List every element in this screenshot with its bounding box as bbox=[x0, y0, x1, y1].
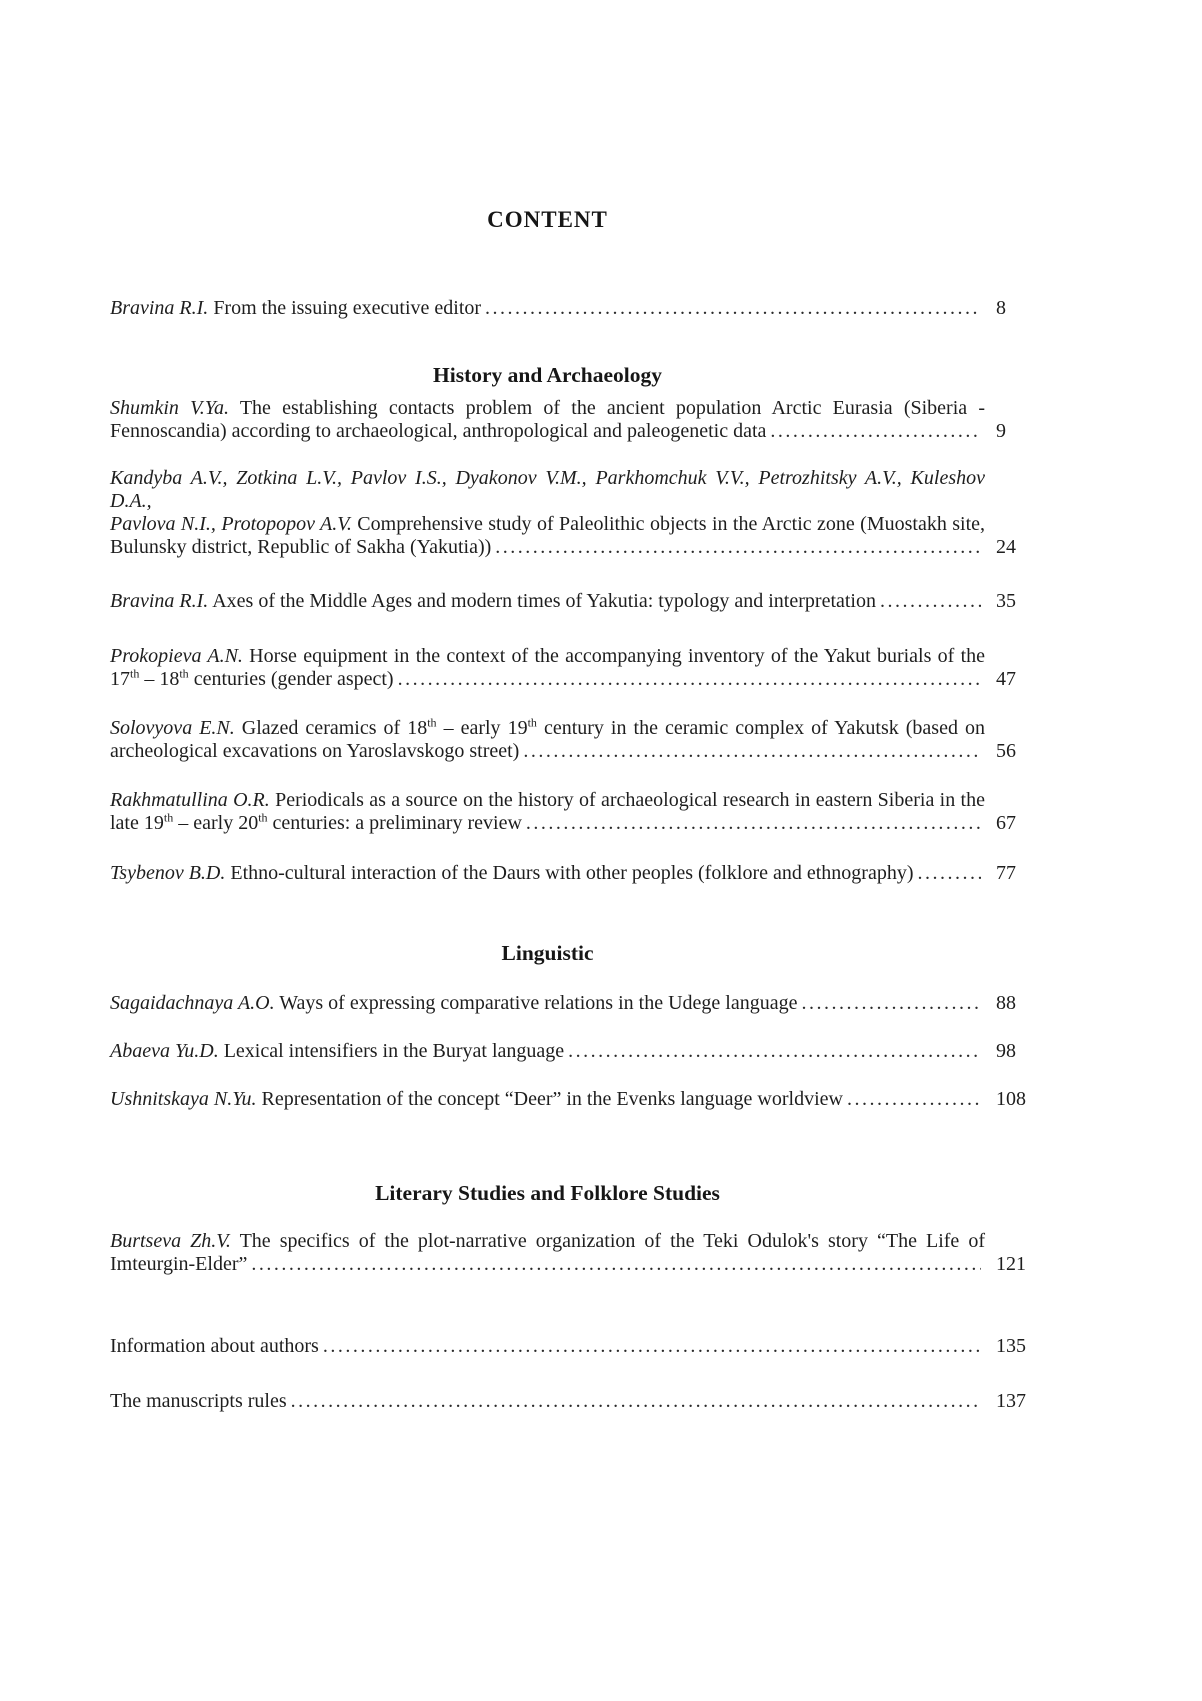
toc-entry-text bbox=[110, 668, 394, 691]
dot-leader bbox=[398, 668, 981, 691]
toc-entry-line bbox=[110, 717, 985, 740]
dot-leader bbox=[523, 740, 981, 763]
entry-author: Sagaidachnaya A.O. bbox=[110, 992, 275, 1014]
toc-entry bbox=[110, 992, 1030, 1015]
toc-entry-text bbox=[110, 1040, 564, 1063]
page-number: 67 bbox=[996, 812, 1016, 834]
toc-entry-text bbox=[110, 536, 491, 559]
dot-leader bbox=[526, 812, 981, 835]
entry-text: Bulunsky district, Republic of Sakha (Yakutia)) bbox=[110, 536, 492, 558]
page-number: 35 bbox=[996, 590, 1016, 612]
page-number: 8 bbox=[996, 297, 1006, 319]
toc-entry-line bbox=[110, 740, 1030, 763]
page-number: 9 bbox=[996, 420, 1006, 442]
toc-entry-line bbox=[110, 297, 1030, 320]
toc-entry bbox=[110, 590, 1030, 613]
toc-entry-line bbox=[110, 862, 1030, 885]
page-number: 47 bbox=[996, 668, 1016, 690]
entry-author: Bravina R.I. bbox=[110, 590, 209, 612]
dot-leader bbox=[770, 420, 981, 443]
entry-author: Bravina R.I. bbox=[110, 297, 209, 319]
page-number: 108 bbox=[996, 1088, 1026, 1110]
entry-author: Burtseva Zh.V. bbox=[110, 1230, 231, 1252]
page-number: 135 bbox=[996, 1335, 1026, 1357]
entry-text: Axes of the Middle Ages and modern times of Yakutia: typology and interpretation bbox=[208, 590, 876, 612]
toc-entry-line bbox=[110, 467, 985, 513]
entry-author: Ushnitskaya N.Yu. bbox=[110, 1088, 257, 1110]
dot-leader bbox=[495, 536, 981, 559]
toc bbox=[110, 205, 1030, 1413]
entry-author: Prokopieva A.N. bbox=[110, 645, 243, 667]
entry-text: centuries (gender aspect) bbox=[188, 668, 394, 690]
entry-superscript: th bbox=[163, 810, 174, 825]
toc-entry-text bbox=[110, 1390, 287, 1413]
toc-entry-line bbox=[110, 1253, 1030, 1276]
toc-entry-line bbox=[110, 1088, 1030, 1111]
toc-entry-text bbox=[110, 420, 766, 443]
entry-text: 17 bbox=[110, 668, 130, 690]
toc-entry-line bbox=[110, 513, 985, 536]
dot-leader bbox=[251, 1253, 981, 1276]
toc-entry-line bbox=[110, 536, 1030, 559]
toc-entry-line bbox=[110, 590, 1030, 613]
page-number: 121 bbox=[996, 1253, 1026, 1275]
entry-author: Shumkin V.Ya. bbox=[110, 397, 229, 419]
entry-text: archeological excavations on Yaroslavskogo street) bbox=[110, 740, 520, 762]
entry-text: – early 20 bbox=[173, 812, 259, 834]
entry-text: The manuscripts rules bbox=[110, 1390, 287, 1412]
page-number: 56 bbox=[996, 740, 1016, 762]
toc-entry bbox=[110, 397, 1030, 443]
entry-superscript: th bbox=[130, 666, 140, 681]
section-heading: History and Archaeology bbox=[433, 363, 662, 387]
dot-leader bbox=[801, 992, 981, 1015]
toc-entry bbox=[110, 645, 1030, 691]
dot-leader bbox=[323, 1335, 981, 1358]
entry-author: Solovyova E.N. bbox=[110, 717, 235, 739]
entry-text: From the issuing executive editor bbox=[208, 297, 482, 319]
entry-text: – 18 bbox=[139, 668, 180, 690]
entry-text: century in the ceramic complex of Yakutsk (based on bbox=[536, 717, 985, 739]
entry-author: Tsybenov B.D. bbox=[110, 862, 226, 884]
toc-entry bbox=[110, 1335, 1030, 1358]
toc-entry bbox=[110, 467, 1030, 559]
toc-entry-line bbox=[110, 812, 1030, 835]
dot-leader bbox=[847, 1088, 981, 1111]
toc-entry-line bbox=[110, 420, 1030, 443]
dot-leader bbox=[291, 1390, 981, 1413]
toc-entry bbox=[110, 1088, 1030, 1111]
toc-entry-text bbox=[110, 1088, 843, 1111]
entry-text: Comprehensive study of Paleolithic objects in the Arctic zone (Muostakh site, bbox=[351, 513, 985, 535]
entry-author: Abaeva Yu.D. bbox=[110, 1040, 219, 1062]
section-heading: Linguistic bbox=[501, 941, 594, 965]
entry-text: Lexical intensifiers in the Buryat language bbox=[218, 1040, 565, 1062]
entry-superscript: th bbox=[258, 810, 268, 825]
entry-superscript: th bbox=[427, 715, 437, 730]
toc-entry-line bbox=[110, 1230, 985, 1253]
toc-entry-text bbox=[110, 590, 876, 613]
toc-entry-text bbox=[110, 812, 522, 835]
toc-entry-line bbox=[110, 668, 1030, 691]
toc-entry-text bbox=[110, 740, 519, 763]
entry-author: Kandyba A.V., Zotkina L.V., Pavlov I.S., Dyakonov V.M., Parkhomchuk V.V., Petrozhitsky A.V., Kuleshov D.A., bbox=[110, 467, 985, 512]
entry-text: The specifics of the plot-narrative organization of the Teki Odulok's story “The Life of bbox=[230, 1230, 985, 1252]
toc-entry-line bbox=[110, 1040, 1030, 1063]
entry-superscript: th bbox=[527, 715, 537, 730]
dot-leader bbox=[880, 590, 981, 613]
toc-entry-line bbox=[110, 992, 1030, 1015]
toc-entry-line bbox=[110, 1390, 1030, 1413]
entry-text: The establishing contacts problem of the ancient population Arctic Eurasia (Siberia - bbox=[229, 397, 985, 419]
entry-text: Periodicals as a source on the history of archaeological research in eastern Siberia in the bbox=[269, 789, 985, 811]
entry-text: Fennoscandia) according to archaeological, anthropological and paleogenetic data bbox=[110, 420, 767, 442]
entry-text: Information about authors bbox=[110, 1335, 319, 1357]
toc-entry-line bbox=[110, 789, 985, 812]
dot-leader bbox=[918, 862, 982, 885]
toc-entry-text bbox=[110, 297, 481, 320]
entry-text: Ways of expressing comparative relations in the Udege language bbox=[274, 992, 798, 1014]
entry-text: Imteurgin-Elder” bbox=[110, 1253, 248, 1275]
page-number: 88 bbox=[996, 992, 1016, 1014]
page-title: CONTENT bbox=[487, 207, 608, 232]
entry-text: centuries: a preliminary review bbox=[267, 812, 522, 834]
page-number: 77 bbox=[996, 862, 1016, 884]
entry-text: Ethno-cultural interaction of the Daurs with other peoples (folklore and ethnography) bbox=[225, 862, 914, 884]
entry-text: Representation of the concept “Deer” in the Evenks language worldview bbox=[256, 1088, 843, 1110]
toc-entry-text bbox=[110, 1253, 247, 1276]
toc-entry-text bbox=[110, 1335, 319, 1358]
entry-text: – early 19 bbox=[436, 717, 528, 739]
toc-entry bbox=[110, 297, 1030, 320]
entry-author: Rakhmatullina O.R. bbox=[110, 789, 270, 811]
toc-entry bbox=[110, 1040, 1030, 1063]
entry-text: Glazed ceramics of 18 bbox=[234, 717, 428, 739]
entry-superscript: th bbox=[179, 666, 189, 681]
toc-entry-line bbox=[110, 397, 985, 420]
dot-leader bbox=[485, 297, 981, 320]
entry-text: late 19 bbox=[110, 812, 164, 834]
toc-entry-text bbox=[110, 992, 797, 1015]
page-number: 98 bbox=[996, 1040, 1016, 1062]
toc-entry bbox=[110, 789, 1030, 835]
toc-entry-line bbox=[110, 1335, 1030, 1358]
dot-leader bbox=[568, 1040, 981, 1063]
page-number: 137 bbox=[996, 1390, 1026, 1412]
toc-entry-text bbox=[110, 862, 914, 885]
entry-author: Pavlova N.I., Protopopov A.V. bbox=[110, 513, 352, 535]
toc-entry bbox=[110, 1390, 1030, 1413]
toc-entry bbox=[110, 1230, 1030, 1276]
toc-entry-line bbox=[110, 645, 985, 668]
entry-text: Horse equipment in the context of the accompanying inventory of the Yakut burials of the bbox=[242, 645, 985, 667]
toc-entry bbox=[110, 717, 1030, 763]
section-heading: Literary Studies and Folklore Studies bbox=[375, 1181, 720, 1205]
page-number: 24 bbox=[996, 536, 1016, 558]
toc-entry bbox=[110, 862, 1030, 885]
